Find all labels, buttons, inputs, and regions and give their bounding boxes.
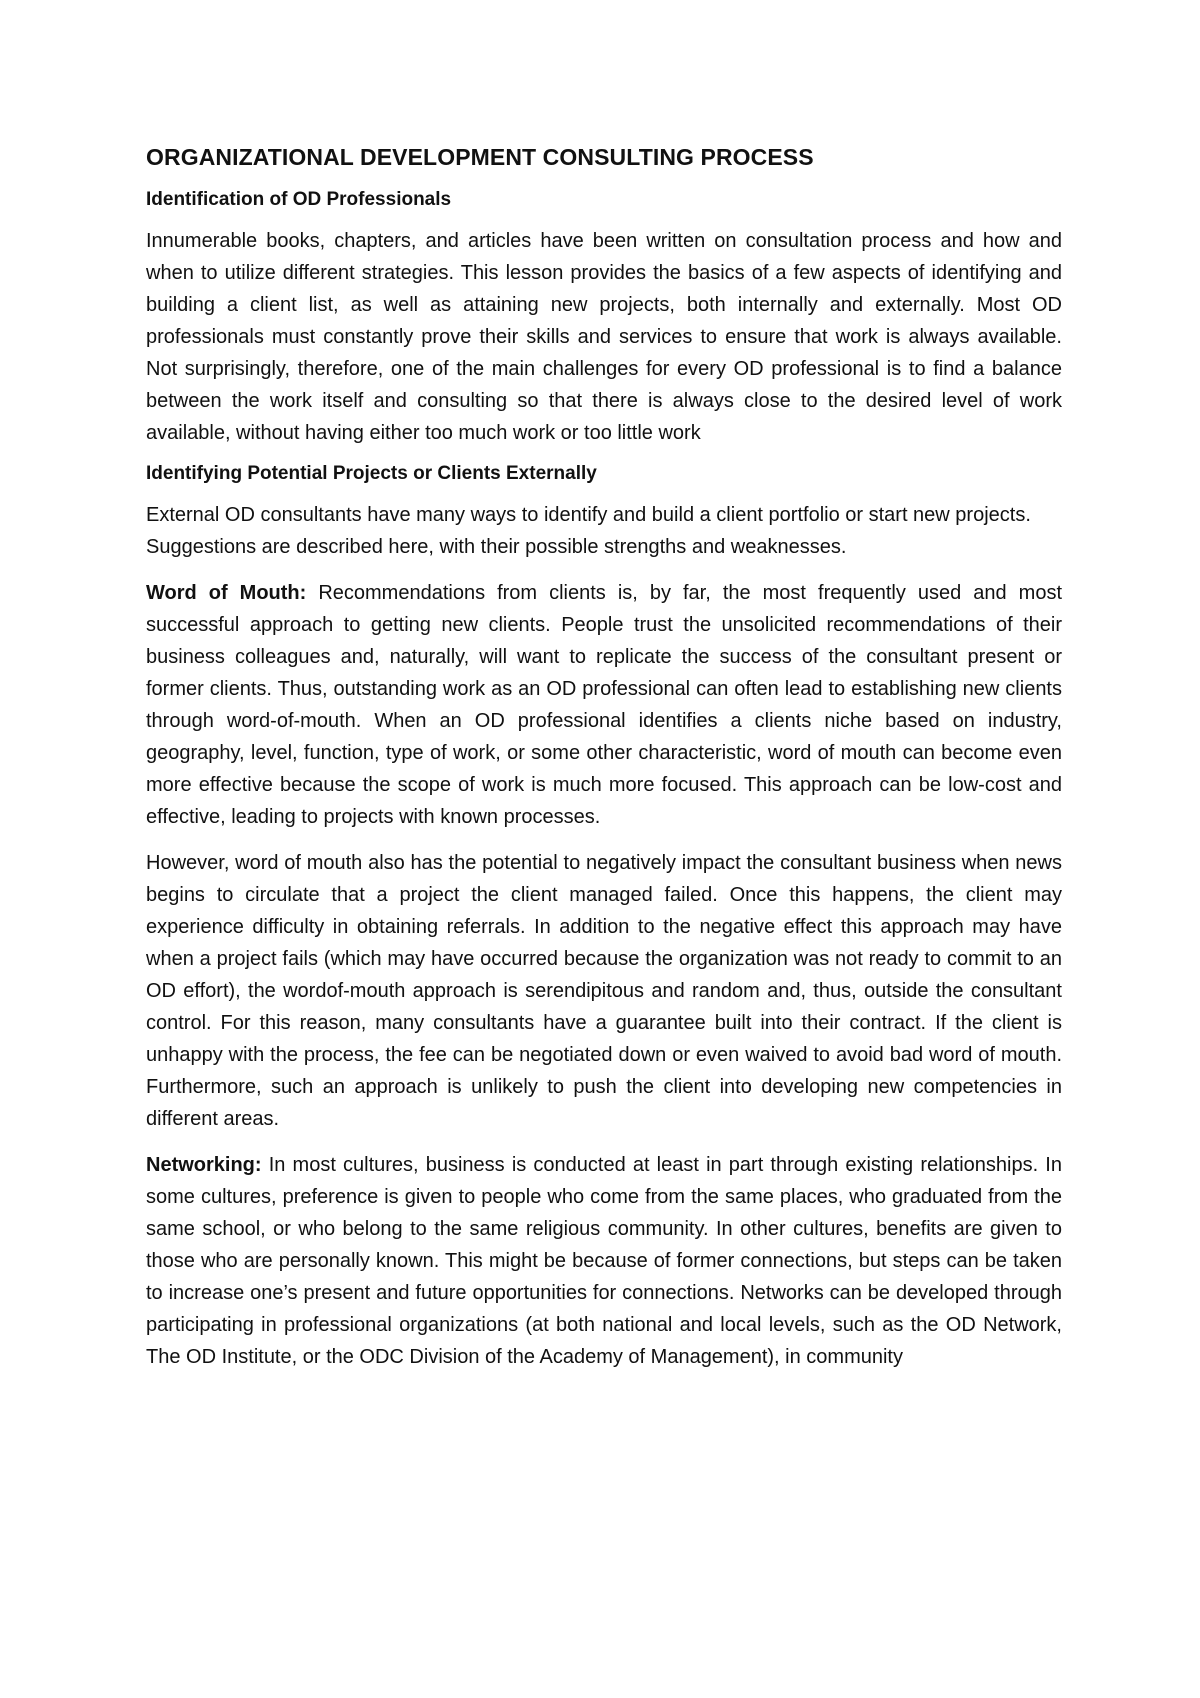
networking-text: In most cultures, business is conducted at least in part through existing relationships. In some cultures, preference is given to people who come from the same places, who graduated from the same school, or who belong to the same religious community. In other cultures, benefits are given to those who are personally known. This might be because of former connections, but steps can be taken to increase one’s present and future opportunities for connections. Networks can be developed through participating in professional organizations (at both national and local levels, such as the OD Network, The OD Institute, or the ODC Division of the Academy of Management), in community <box>146 1154 1062 1368</box>
paragraph-networking <box>146 1149 1062 1373</box>
word-of-mouth-lead: Word of Mouth: <box>146 582 307 604</box>
section-heading-identification: Identification of OD Professionals <box>146 189 452 210</box>
word-of-mouth-text: Recommendations from clients is, by far, the most frequently used and most successful approach to getting new clients. People trust the unsolicited recommendations of their business colleagues and, naturally, will want to replicate the success of the consultant present or former clients. Thus, outstanding work as an OD professional can often lead to establishing new clients through word-of-mouth. When an OD professional identifies a clients niche based on industry, geography, level, function, type of work, or some other characteristic, word of mouth can become even more effective because the scope of work is much more focused. This approach can be low-cost and effective, leading to projects with known processes. <box>146 582 1062 828</box>
paragraph-identification: Innumerable books, chapters, and articles have been written on consultation process and how and when to utilize different strategies. This lesson provides the basics of a few aspects of identifying and building a client list, as well as attaining new projects, both internally and externally. Most OD professionals must constantly prove their skills and services to ensure that work is always available. Not surprisingly, therefore, one of the main challenges for every OD professional is to find a balance between the work itself and consulting so that there is always close to the desired level of work available, without having either too much work or too little work <box>146 230 1062 444</box>
paragraph-external-clients: External OD consultants have many ways to identify and build a client portfolio or start new projects. Suggestions are described here, with their possible strengths and weaknesses. <box>146 504 1031 558</box>
document-title: ORGANIZATIONAL DEVELOPMENT CONSULTING PROCESS <box>146 144 814 170</box>
document-page <box>146 144 1062 1373</box>
section-heading-external-clients: Identifying Potential Projects or Clients Externally <box>146 463 597 484</box>
paragraph-word-of-mouth-risks: However, word of mouth also has the potential to negatively impact the consultant business when news begins to circulate that a project the client managed failed. Once this happens, the client may experience difficulty in obtaining referrals. In addition to the negative effect this approach may have when a project fails (which may have occurred because the organization was not ready to commit to an OD effort), the wordof-mouth approach is serendipitous and random and, thus, outside the consultant control. For this reason, many consultants have a guarantee built into their contract. If the client is unhappy with the process, the fee can be negotiated down or even waived to avoid bad word of mouth. Furthermore, such an approach is unlikely to push the client into developing new competencies in different areas. <box>146 852 1062 1130</box>
networking-lead: Networking: <box>146 1154 262 1176</box>
paragraph-word-of-mouth <box>146 577 1062 833</box>
